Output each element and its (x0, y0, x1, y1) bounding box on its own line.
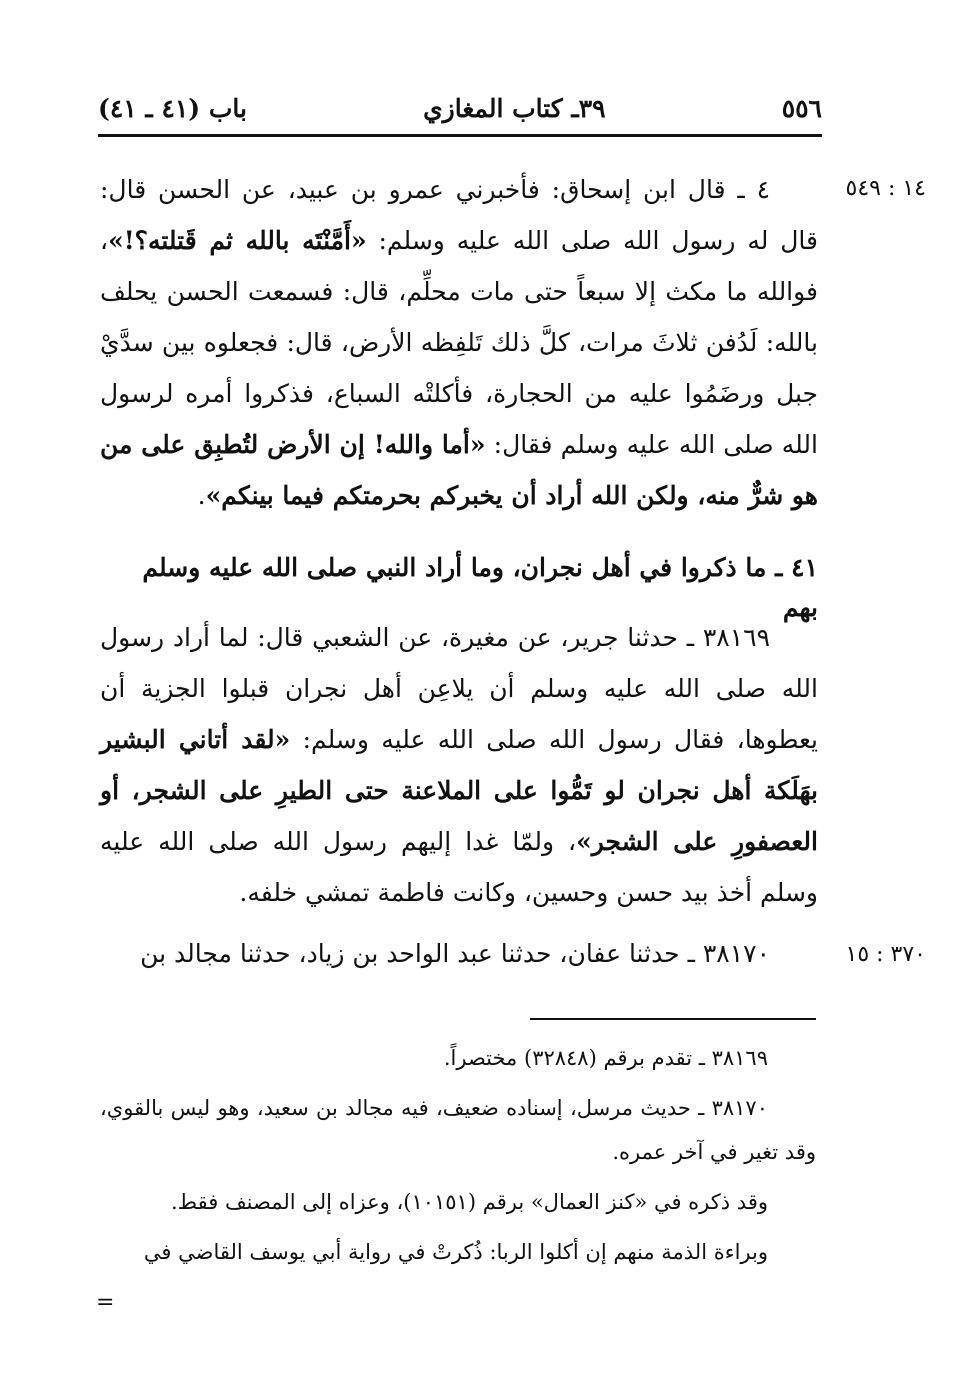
hadith-4-quote-2: «أما والله! إن الأرض لتُطبِق على من هو شرٌّ منه، ولكن الله أراد أن يخبركم بحرمتكم فيما بينكم» (100, 430, 818, 510)
section-41-heading: ٤١ ـ ما ذكروا في أهل نجران، وما أراد النبي صلى الله عليه وسلم بهم (142, 553, 818, 622)
hadith-4-text-2: ، فوالله ما مكث إلا سبعاً حتى مات محلِّم، قال: فسمعت الحسن يحلف بالله: لَدُفن ثلاثَ مرات، كلَّ ذلك تَلفِظه الأرض، قال: فجعلوه بين سدَّيْ جبل ورضَمُوا عليه من الحجارة، فأكلتْه السباع، فذكروا أمره لرسول الله صلى الله عليه وسلم فقال: (100, 226, 818, 459)
footnote-riba: وبراءة الذمة منهم إن أكلوا الربا: ذُكرتْ في رواية أبي يوسف القاضي في (143, 1240, 768, 1264)
header-rule (98, 134, 822, 137)
footnote-38170: ٣٨١٧٠ ـ حديث مرسل، إسناده ضعيف، فيه مجالد بن سعيد، وهو ليس بالقوي، وقد تغير في آخر عمره. (100, 1096, 816, 1164)
hadith-4-quote-1: «أَمَّنْتَه بالله ثم قَتلته؟!» (108, 226, 367, 255)
footnotes (100, 1036, 816, 1280)
continuation-mark: = (96, 1290, 115, 1315)
hadith-4-paragraph (100, 164, 818, 521)
margin-reference-2: ٣٧٠ : ١٥ (845, 942, 926, 967)
hadith-4-text-1: ٤ ـ قال ابن إسحاق: فأخبرني عمرو بن عبيد، عن الحسن قال: قال له رسول الله صلى الله عليه وسلم: (100, 175, 818, 255)
hadith-38170-text: ٣٨١٧٠ ـ حدثنا عفان، حدثنا عبد الواحد بن زياد، حدثنا مجالد بن (140, 939, 770, 968)
page-header (98, 88, 822, 128)
hadith-38169-paragraph (100, 612, 818, 918)
footnote-38169: ٣٨١٦٩ ـ تقدم برقم (٣٢٨٤٨) مختصراً. (443, 1046, 768, 1070)
footnote-kanz: وقد ذكره في «كنز العمال» برقم (١٠١٥١)، وعزاه إلى المصنف فقط. (171, 1190, 768, 1214)
hadith-38169-text-2: ، ولمّا غدا إليهم رسول الله صلى الله عليه وسلم أخذ بيد حسن وحسين، وكانت فاطمة تمشي خلفه. (100, 827, 818, 907)
page-number: ٥٥٦ (781, 93, 822, 123)
book-title: ٣٩ـ كتاب المغازي (423, 93, 606, 123)
chapter-range: باب (٤١ ـ ٤١) (98, 93, 247, 123)
hadith-38169-quote: «لقد أتاني البشير بهَلَكة أهل نجران لو تَمُّوا على الملاعنة حتى الطيرِ على الشجر، أو العصفورِ على الشجر» (100, 725, 818, 856)
hadith-38169-text-1: ٣٨١٦٩ ـ حدثنا جرير، عن مغيرة، عن الشعبي قال: لما أراد رسول الله صلى الله عليه وسلم أن يلاعِن أهل نجران قبلوا الجزية أن يعطوها، فقال رسول الله صلى الله عليه وسلم: (100, 623, 818, 754)
hadith-4-text-3: . (197, 481, 206, 510)
margin-reference-1: ١٤ : ٥٤٩ (845, 176, 926, 201)
footnote-rule (530, 1018, 816, 1020)
hadith-38170-paragraph (100, 928, 818, 979)
